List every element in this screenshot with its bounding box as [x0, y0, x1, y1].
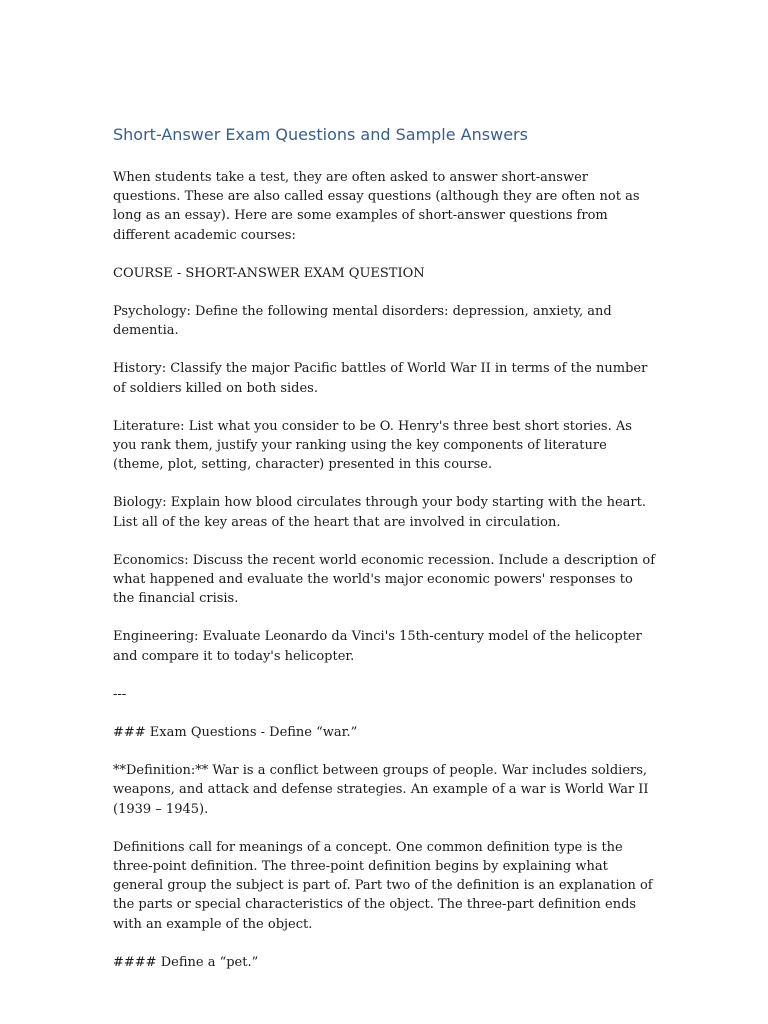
document-title: Short-Answer Exam Questions and Sample Answers [113, 125, 528, 144]
history-question: History: Classify the major Pacific battles of World War II in terms of the number of soldiers killed on both sides. [113, 361, 648, 396]
definitions-explanation-paragraph: Definitions call for meanings of a concept. One common definition type is the three-point definition. The three-point definition begins by explaining what general group the subject is part of. Part two of the definition is an explanation of the parts or special characteristics of the object. The three-part definition ends with an example of the object. [113, 839, 653, 932]
intro-paragraph: When students take a test, they are often asked to answer short-answer questions. These are also called essay questions (although they are often not as long as an essay). Here are some examples of short-answer questions from different academic courses: [113, 170, 640, 243]
psychology-question: Psychology: Define the following mental disorders: depression, anxiety, and dementia. [113, 304, 612, 339]
economics-question: Economics: Discuss the recent world economic recession. Include a description of what happened and evaluate the world's major economic powers' responses to the financial crisis. [113, 552, 656, 607]
war-definition-paragraph: **Definition:** War is a conflict between groups of people. War includes soldiers, weapons, and attack and defense strategies. An example of a war is World War II (1939 – 1945). [113, 763, 649, 817]
literature-question: Literature: List what you consider to be O. Henry's three best short stories. As you rank them, justify your ranking using the key components of literature (theme, plot, setting, character) presented in this course. [113, 418, 632, 473]
section-heading-define-pet: #### Define a “pet.” [113, 954, 259, 970]
section-heading-define-war: ### Exam Questions - Define “war.” [113, 725, 358, 741]
course-heading-line: COURSE - SHORT-ANSWER EXAM QUESTION [113, 265, 425, 281]
separator-line: --- [113, 686, 127, 702]
biology-question: Biology: Explain how blood circulates through your body starting with the heart. List all of the key areas of the heart that are involved in circulation. [113, 495, 646, 530]
document-body [113, 124, 658, 991]
engineering-question: Engineering: Evaluate Leonardo da Vinci's 15th-century model of the helicopter and compare it to today's helicopter. [113, 629, 642, 664]
